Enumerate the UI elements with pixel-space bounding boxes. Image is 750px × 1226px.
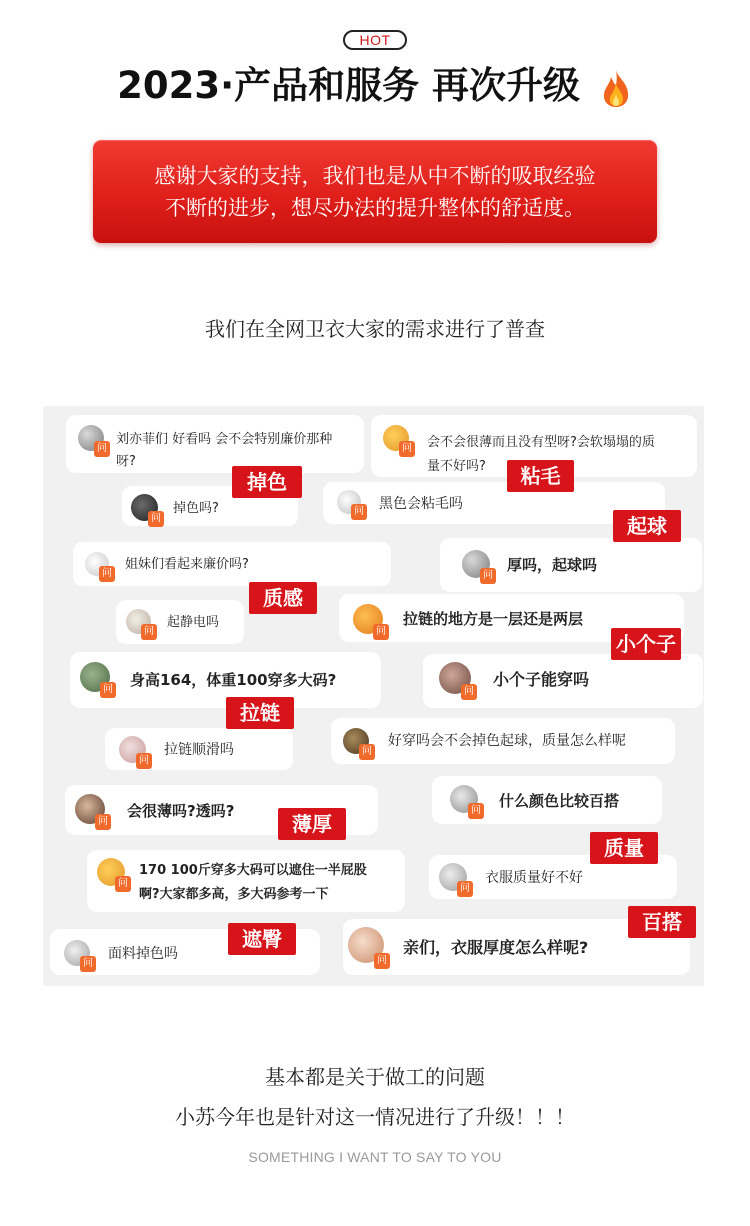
avatar-icon (353, 604, 386, 637)
avatar-icon (75, 794, 108, 827)
banner-line-1: 感谢大家的支持，我们也是从中不断的吸取经验 (154, 164, 596, 188)
question-text: 好穿吗会不会掉色起球，质量怎么样呢 (388, 733, 626, 749)
question-text: 亲们，衣服厚度怎么样呢? (403, 938, 589, 957)
avatar-icon (383, 425, 412, 454)
avatar-icon (337, 490, 364, 517)
closing-line-1: 基本都是关于做工的问题 (265, 1065, 485, 1089)
avatar-icon (343, 728, 372, 757)
question-badge-icon: 问 (94, 441, 110, 457)
question-badge-icon: 问 (80, 956, 96, 972)
question-bubble (423, 654, 703, 708)
question-badge-icon: 问 (359, 744, 375, 760)
avatar-icon (119, 736, 149, 766)
avatar-icon (462, 550, 493, 581)
survey-statement: 我们在全网卫衣大家的需求进行了普查 (205, 317, 545, 341)
avatar-icon (97, 858, 128, 889)
question-text: 掉色吗? (173, 501, 219, 516)
avatar-icon (78, 425, 107, 454)
question-badge-icon: 问 (373, 624, 389, 640)
hot-badge: HOT (343, 30, 407, 50)
question-badge-icon: 问 (95, 814, 111, 830)
question-badge-icon: 问 (480, 568, 496, 584)
keyword-tag: 小个子 (611, 628, 681, 660)
question-bubble (116, 600, 244, 644)
question-badge-icon: 问 (374, 953, 390, 969)
question-badge-icon: 问 (136, 753, 152, 769)
keyword-tag: 起球 (613, 510, 681, 542)
avatar-icon (64, 940, 93, 969)
closing-line-2: 小苏今年也是针对这一情况进行了升级！！！ (175, 1105, 575, 1129)
question-text: 厚吗，起球吗 (507, 556, 598, 574)
avatar-icon (439, 662, 474, 697)
question-text: 什么颜色比较百搭 (499, 792, 620, 810)
avatar-icon (450, 785, 481, 816)
avatar-icon (348, 927, 387, 966)
question-text: 刘亦菲们 好看吗 会不会特别廉价那种 呀? (116, 432, 333, 469)
thanks-banner (93, 140, 657, 243)
question-badge-icon: 问 (115, 876, 131, 892)
keyword-tag: 薄厚 (278, 808, 346, 840)
question-bubble (105, 728, 293, 770)
page-title (0, 58, 750, 114)
question-text: 黑色会粘毛吗 (379, 496, 463, 512)
question-bubble (66, 415, 364, 473)
keyword-tag: 质感 (249, 582, 317, 614)
question-bubble (87, 850, 405, 912)
keyword-tag: 拉链 (226, 697, 294, 729)
question-badge-icon: 问 (351, 504, 367, 520)
page-title-text: 2023·产品和服务 再次升级 (117, 64, 581, 107)
avatar-icon (85, 552, 112, 579)
keyword-tag: 质量 (590, 832, 658, 864)
question-bubble (73, 542, 391, 586)
keyword-tag: 百搭 (628, 906, 696, 938)
question-badge-icon: 问 (399, 441, 415, 457)
customer-questions-board (43, 406, 704, 986)
question-badge-icon: 问 (461, 684, 477, 700)
question-text: 拉链的地方是一层还是两层 (403, 610, 584, 628)
question-badge-icon: 问 (468, 803, 484, 819)
question-text: 姐妹们看起来廉价吗? (125, 557, 249, 572)
keyword-tag: 遮臀 (228, 923, 296, 955)
question-text: 拉链顺滑吗 (164, 742, 234, 758)
question-text: 会很薄吗?透吗? (127, 802, 235, 820)
question-text: 起静电吗 (167, 615, 220, 630)
question-badge-icon: 问 (148, 511, 164, 527)
question-badge-icon: 问 (141, 624, 157, 640)
question-text: 衣服质量好不好 (485, 870, 583, 886)
question-text: 面料掉色吗 (108, 946, 178, 962)
fire-icon (599, 68, 633, 108)
keyword-tag: 粘毛 (507, 460, 574, 492)
question-text: 身高164，体重100穿多大码? (130, 671, 337, 689)
avatar-icon (80, 662, 113, 695)
question-text: 170 100斤穿多大码可以遮住一半屁股 啊?大家都多高，多大码参考一下 (139, 863, 367, 902)
question-badge-icon: 问 (99, 566, 115, 582)
question-bubble (440, 538, 702, 592)
question-badge-icon: 问 (457, 881, 473, 897)
question-badge-icon: 问 (100, 682, 116, 698)
avatar-icon (126, 609, 154, 637)
avatar-icon (439, 863, 470, 894)
keyword-tag: 掉色 (232, 466, 302, 498)
question-text: 会不会很薄而且没有型呀?会软塌塌的质 量不好吗? (427, 435, 655, 474)
question-bubble (331, 718, 675, 764)
question-text: 小个子能穿吗 (493, 670, 590, 689)
banner-line-2: 不断的进步，想尽办法的提升整体的舒适度。 (165, 196, 585, 220)
question-bubble (432, 776, 662, 824)
avatar-icon (131, 494, 161, 524)
english-slogan: SOMETHING I WANT TO SAY TO YOU (248, 1149, 502, 1165)
